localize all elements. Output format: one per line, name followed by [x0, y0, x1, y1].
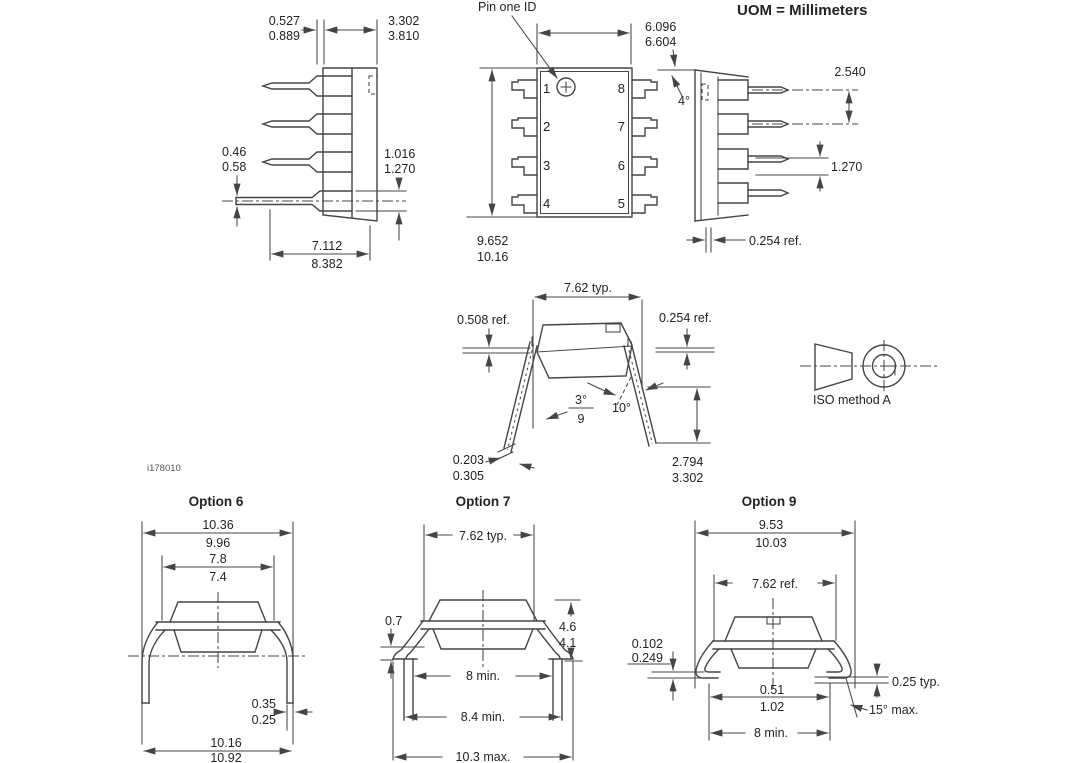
pin-5-label: 5 [617, 196, 625, 211]
dim-height-max: 4.6 [559, 620, 577, 634]
dim-body-max: 7.8 [209, 552, 227, 566]
body-inner [541, 72, 629, 214]
pin-one-id-leader [512, 16, 557, 78]
iso-label: ISO method A [813, 393, 891, 407]
dim-pin-pitch: 2.540 [834, 65, 866, 79]
dim-row-spacing: 7.62 ref. [752, 577, 798, 591]
dim-outer-top-min: 9.96 [205, 536, 231, 550]
dim-lead-width-min: 0.51 [759, 683, 785, 697]
dim-tilt-angle: 10° [612, 401, 631, 415]
dim-tip-min: 0.25 [251, 713, 276, 727]
dim-outer-span: 10.3 max. [455, 750, 511, 763]
dim-shoulder: 1.270 [831, 160, 863, 174]
leads [748, 87, 788, 196]
lead-blocks [718, 80, 748, 203]
dim-lead-offset-max: 0.527 [268, 14, 300, 28]
dim-bend-angle-num: 3° [575, 393, 587, 407]
dim-outer-max: 10.03 [755, 536, 787, 550]
dim-row-spacing: 7.62 typ. [459, 529, 507, 543]
uom-title: UOM = Millimeters [737, 2, 868, 19]
hidden-detail [702, 84, 708, 100]
dim-body-width-min: 3.302 [388, 14, 420, 28]
dim-lead-width-max: 1.02 [759, 700, 785, 714]
dim-overall-max: 8.382 [311, 257, 343, 271]
dim-width-max: 6.604 [645, 35, 677, 49]
option-7-title: Option 7 [455, 494, 511, 509]
dim-inner-span: 8 min. [465, 669, 501, 683]
dim-lead-offset-min: 0.889 [268, 29, 300, 43]
dim-shoulder-max: 1.270 [384, 162, 416, 176]
iso-method-a-symbol [800, 340, 940, 407]
top-view [467, 0, 676, 264]
hidden-notch [369, 76, 377, 94]
dim-lead-length-min: 2.794 [672, 455, 704, 469]
dim-standoff: 0.254 ref. [749, 234, 802, 248]
pin-8-label: 8 [617, 81, 625, 96]
dim-tip-max: 0.35 [251, 697, 276, 711]
dim-height-min: 4.1 [559, 636, 577, 650]
dim-body-width-max: 3.810 [388, 29, 420, 43]
dim-tip-thickness-max: 0.58 [222, 160, 247, 174]
right-lead [624, 337, 656, 446]
pin-6-label: 6 [617, 158, 625, 173]
option-6-view [128, 494, 312, 763]
dim-mid-span: 8.4 min. [460, 710, 506, 724]
pin-7-label: 7 [617, 119, 625, 134]
dim-outer-bottom-min: 10.16 [210, 736, 242, 750]
index-notch [606, 324, 620, 332]
body-outline [537, 323, 632, 378]
dim-foot-offset-max: 0.249 [631, 651, 663, 665]
figure-id: i178010 [147, 463, 181, 474]
option-6-title: Option 6 [188, 494, 244, 509]
dim-foot-angle: 15° max. [869, 703, 919, 717]
dim-foot-offset-min: 0.102 [631, 637, 663, 651]
pin-1-label: 1 [543, 81, 551, 96]
option-7-view [381, 494, 582, 763]
option-9-title: Option 9 [741, 494, 797, 509]
dim-width-min: 6.096 [645, 20, 677, 34]
option-9-view [628, 494, 940, 740]
leads [236, 76, 352, 211]
left-lead [496, 337, 537, 460]
dim-standoff: 0.7 [385, 614, 403, 628]
dim-row-spacing: 7.62 typ. [564, 281, 612, 295]
dim-lead-length-max: 3.302 [672, 471, 704, 485]
dim-shoulder-min: 1.016 [384, 147, 416, 161]
pin-stubs [512, 80, 657, 213]
pin-2-label: 2 [543, 119, 551, 134]
dim-body-min: 7.4 [209, 570, 227, 584]
dim-foot-thickness: 0.25 typ. [892, 675, 940, 689]
dim-overall-min: 7.112 [311, 239, 343, 253]
dim-draft-angle: 4° [678, 94, 690, 108]
dim-tip-thickness-min: 0.46 [222, 145, 247, 159]
dim-length-min: 9.652 [477, 234, 509, 248]
dim-lead-thickness-max: 0.305 [452, 469, 484, 483]
side-view-left [222, 14, 419, 271]
side-view-right [658, 65, 866, 252]
dim-outer-min: 9.53 [758, 518, 784, 532]
dim-inner-span: 8 min. [753, 726, 789, 740]
front-view [453, 281, 714, 485]
dim-left-ref: 0.508 ref. [457, 313, 510, 327]
cone-shape [815, 344, 852, 390]
pin-3-label: 3 [543, 158, 551, 173]
dim-right-ref: 0.254 ref. [659, 311, 712, 325]
pin-4-label: 4 [543, 196, 551, 211]
dim-outer-top-max: 10.36 [202, 518, 234, 532]
dim-outer-bottom-max: 10.92 [210, 751, 242, 763]
dim-length-max: 10.16 [477, 250, 509, 264]
pin-one-id-label: Pin one ID [478, 0, 537, 14]
dim-lead-thickness-min: 0.203 [452, 453, 484, 467]
dim-bend-angle-den: 9 [577, 412, 585, 426]
